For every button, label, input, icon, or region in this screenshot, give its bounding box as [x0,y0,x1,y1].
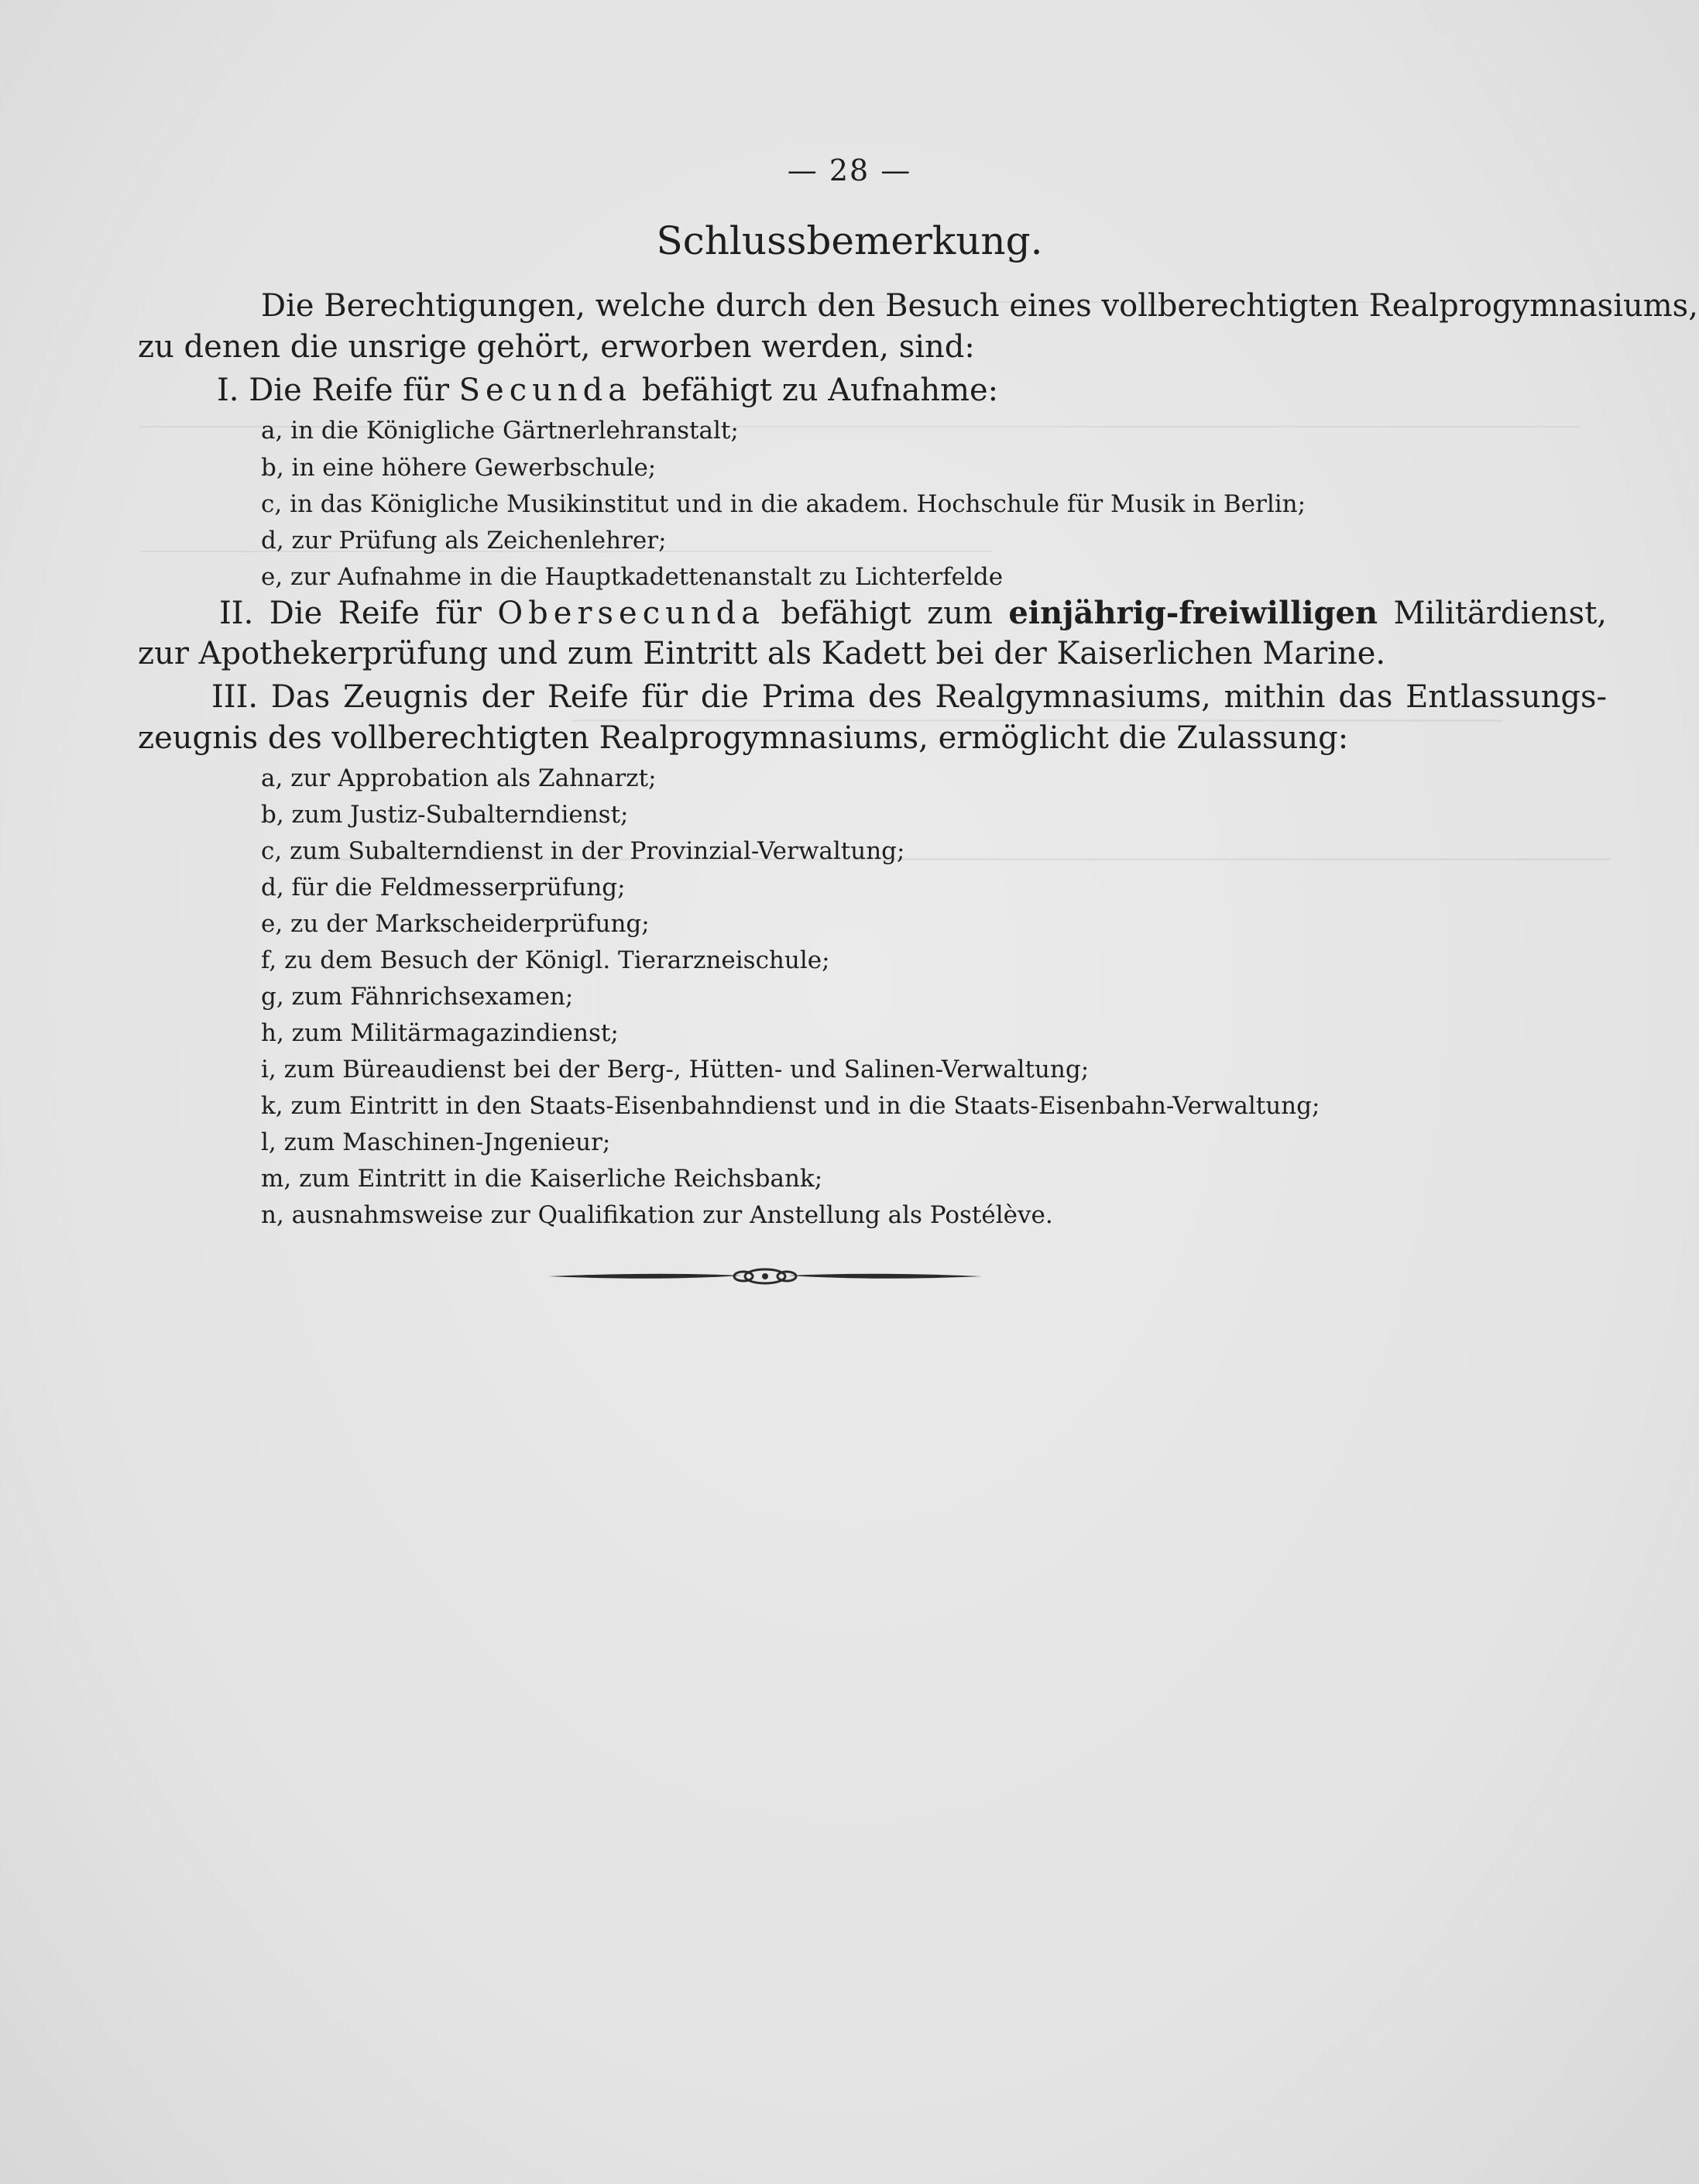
list-item: a, zur Approbation als Zahnarzt; [261,764,657,792]
list-item: n, ausnahmsweise zur Qualifikation zur Anstellung als Postélève. [261,1201,1053,1229]
list-item: k, zum Eintritt in den Staats-Eisenbahndienst und in die Staats-Eisenbahn-Verwaltung; [261,1092,1320,1120]
section-2-line-2: zur Apothekerprüfung und zum Eintritt als Kadett bei der Kaiserlichen Marine. [138,636,1386,671]
page-number: — 28 — [787,153,912,187]
page-title: Schlussbemerkung. [656,218,1043,263]
section-3-line-1: III. Das Zeugnis der Reife für die Prima des Realgymnasiums, mithin das Entlassungs- [211,679,1607,715]
list-item: a, in die Königliche Gärtnerlehranstalt; [261,417,739,445]
list-item: e, zu der Markscheiderprüfung; [261,910,650,938]
section-2-line-1 [219,595,1607,631]
section-2-bold: einjährig-freiwilligen [1008,595,1378,631]
section-2-end: Militärdienst, [1378,596,1607,631]
list-item: h, zum Militärmagazindienst; [261,1019,619,1047]
list-item: b, in eine höhere Gewerbschule; [261,454,657,482]
section-2-class: Obersecunda [497,596,766,631]
list-item: g, zum Fähnrichsexamen; [261,983,574,1011]
list-item: l, zum Maschinen-Jngenieur; [261,1128,611,1156]
list-item: c, in das Königliche Musikinstitut und in die akadem. Hochschule für Musik in Berlin; [261,490,1306,518]
list-item: d, für die Feldmesserprüfung; [261,874,626,901]
section-2-middle: befähigt zum [765,596,1009,631]
section-1-class: Secunda [458,373,633,408]
section-1-prefix: I. Die Reife für [217,373,459,408]
list-item: e, zur Aufnahme in die Hauptkadettenanstalt zu Lichterfelde [261,563,1004,591]
intro-line-2: zu denen die unsrige gehört, erworben werden, sind: [138,329,975,365]
section-3-line-2: zeugnis des vollberechtigten Realprogymnasiums, ermöglicht die Zulassung: [138,720,1349,756]
list-item: d, zur Prüfung als Zeichenlehrer; [261,527,667,555]
list-item: i, zum Büreaudienst bei der Berg-, Hütten- und Salinen-Verwaltung; [261,1056,1090,1083]
section-1-suffix: befähigt zu Aufnahme: [632,373,999,408]
divider-ornament-icon [548,1261,982,1292]
section-1-heading [217,373,998,408]
list-item: c, zum Subalterndienst in der Provinzial-Verwaltung; [261,837,905,865]
list-item: b, zum Justiz-Subalterndienst; [261,801,629,829]
intro-line-1: Die Berechtigungen, welche durch den Besuch eines vollberechtigten Realprogymnasiums, [261,288,1698,324]
list-item: m, zum Eintritt in die Kaiserliche Reichsbank; [261,1165,823,1193]
section-2-prefix: II. Die Reife für [219,596,498,631]
list-item: f, zu dem Besuch der Königl. Tierarzneischule; [261,946,830,974]
